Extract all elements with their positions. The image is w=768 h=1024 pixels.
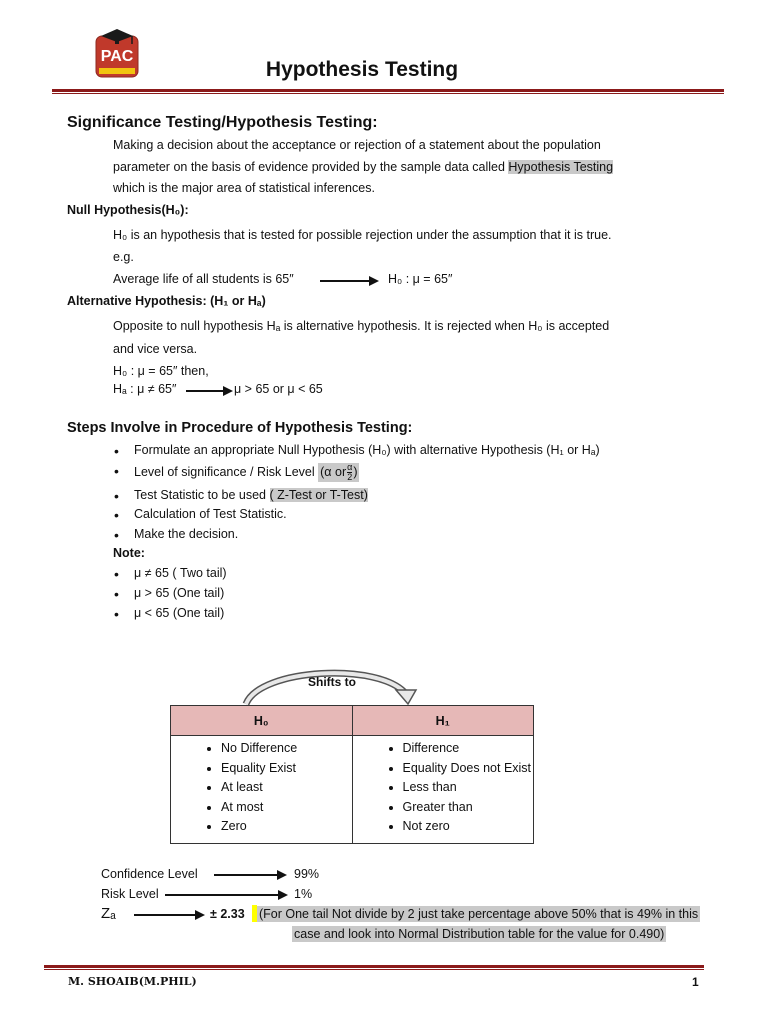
z-value: ± 2.33: [210, 907, 245, 921]
z-label: Zₐ: [101, 905, 116, 922]
risk-label: Risk Level: [101, 887, 159, 901]
sig-line-2-text: parameter on the basis of evidence provided by the sample data called: [113, 160, 509, 174]
confidence-value: 99%: [294, 867, 320, 881]
list-item: • No Difference: [221, 739, 352, 759]
note-heading: Note:: [113, 546, 145, 560]
logo-text: PAC: [100, 48, 134, 65]
header-rule-thin: [52, 93, 724, 94]
list-item: • Make the decision.: [134, 527, 238, 541]
risk-value: 1%: [294, 887, 313, 901]
confidence-label: Confidence Level: [101, 867, 198, 881]
h0-cell: [171, 736, 353, 844]
null-line-2: e.g.: [113, 250, 134, 264]
list-item: • Less than: [403, 778, 534, 798]
list-item: • Calculation of Test Statistic.: [134, 507, 287, 521]
z-note-line-2: case and look into Normal Distribution table for the value for 0.490): [294, 927, 665, 941]
sig-line-1: Making a decision about the acceptance or rejection of a statement about the population: [113, 138, 601, 152]
section-heading-steps: Steps Involve in Procedure of Hypothesis Testing:: [67, 420, 413, 436]
list-item: • Equality Does not Exist: [403, 759, 534, 779]
arrow-icon: [320, 280, 370, 282]
list-item: • Difference: [403, 739, 534, 759]
header-rule: [52, 89, 724, 92]
step-2-text: Level of significance / Risk Level: [134, 464, 319, 479]
highlight-hypothesis-testing: Hypothesis Testing: [508, 160, 614, 174]
arrow-icon: [134, 914, 196, 916]
section-heading-alternative: Alternative Hypothesis: (H₁ or Hₐ): [67, 294, 266, 308]
null-example-right: H₀ : μ = 65″: [388, 272, 453, 286]
list-item: • Greater than: [403, 798, 534, 818]
alt-line-4-right: μ > 65 or μ < 65: [234, 382, 323, 396]
list-item: • Zero: [221, 817, 352, 837]
sig-line-2: [113, 160, 613, 174]
section-heading-significance: Significance Testing/Hypothesis Testing:: [67, 114, 378, 131]
list-item: • μ < 65 (One tail): [134, 606, 224, 620]
alpha-fraction: [347, 463, 352, 482]
alt-line-2: and vice versa.: [113, 342, 198, 356]
null-example-left: Average life of all students is 65″: [113, 272, 294, 286]
shifts-label: Shifts to: [308, 675, 356, 689]
fraction-denominator: 2: [347, 472, 353, 482]
page-number: 1: [692, 975, 699, 989]
column-header-h1: H₁: [352, 706, 534, 736]
alpha-close: ): [353, 464, 358, 479]
footer-rule: [44, 965, 704, 968]
list-item: • Not zero: [403, 817, 534, 837]
alt-line-4-left: Hₐ : μ ≠ 65″: [113, 382, 177, 396]
list-item: [134, 488, 368, 502]
alpha-label: (α or: [320, 464, 347, 479]
list-item: • Equality Exist: [221, 759, 352, 779]
alt-line-3: H₀ : μ = 65″ then,: [113, 364, 209, 378]
section-heading-null: Null Hypothesis(H₀):: [67, 203, 189, 217]
list-item: • Formulate an appropriate Null Hypothesis (H₀) with alternative Hypothesis (H₁ or Hₐ): [134, 443, 600, 457]
list-item: [134, 463, 359, 482]
list-item: • μ ≠ 65 ( Two tail): [134, 566, 227, 580]
sig-line-3: which is the major area of statistical inferences.: [113, 181, 375, 195]
highlight-test: ( Z-Test or T-Test): [269, 488, 368, 502]
fraction-numerator: α: [347, 462, 353, 472]
page-title: Hypothesis Testing: [265, 58, 459, 81]
column-header-h0: H₀: [171, 706, 353, 736]
list-item: • μ > 65 (One tail): [134, 586, 224, 600]
highlight-alpha: [318, 463, 359, 482]
h1-cell: [352, 736, 534, 844]
shift-table: [170, 705, 534, 844]
footer-rule-thin: [44, 969, 704, 970]
null-line-1: H₀ is an hypothesis that is tested for possible rejection under the assumption that it is true.: [113, 228, 612, 242]
logo: [95, 28, 139, 78]
step-3-text: Test Statistic to be used: [134, 488, 270, 502]
arrow-icon: [186, 390, 224, 392]
arrow-icon: [214, 874, 278, 876]
arrow-icon: [165, 894, 279, 896]
list-item: • At most: [221, 798, 352, 818]
z-note-line-1: (For One tail Not divide by 2 just take percentage above 50% that is 49% in this: [259, 907, 699, 921]
list-item: • At least: [221, 778, 352, 798]
footer-author: M. SHOAIB(M.PHIL): [68, 975, 197, 988]
alt-line-1: Opposite to null hypothesis Hₐ is alternative hypothesis. It is rejected when H₀ is accepted: [113, 319, 610, 333]
